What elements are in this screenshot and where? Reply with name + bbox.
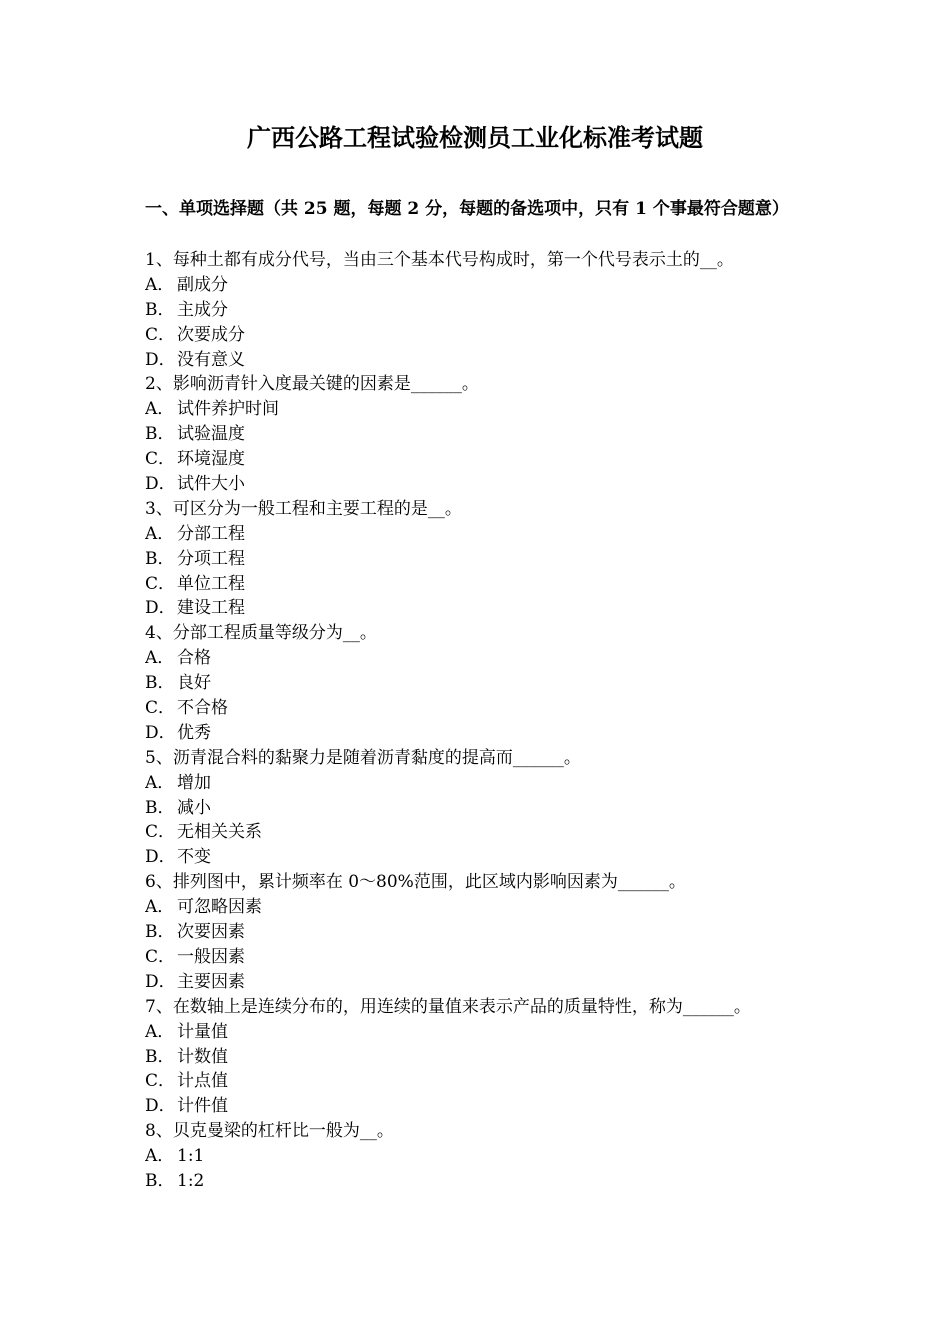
option-letter: A．: [145, 274, 175, 295]
answer-option: [145, 771, 813, 796]
option-text: 计量值: [177, 1021, 228, 1042]
answer-option: [145, 596, 813, 621]
option-text: 主要因素: [177, 971, 245, 992]
option-text: 分部工程: [177, 523, 245, 544]
option-letter: B．: [145, 922, 175, 943]
answer-option: [145, 273, 813, 298]
option-text: 计点值: [177, 1071, 228, 1092]
option-text: 不变: [177, 847, 211, 868]
section-heading: 一、单项选择题（共 25 题，每题 2 分，每题的备选项中，只有 1 个事最符合题意）: [145, 199, 789, 219]
option-letter: C．: [145, 324, 176, 345]
answer-option: [145, 820, 813, 845]
answer-option: [145, 522, 813, 547]
answer-option: [145, 646, 813, 671]
question-stem: 1、每种土都有成分代号，当由三个基本代号构成时，第一个代号表示土的__。: [145, 250, 734, 270]
answer-option: [145, 1144, 813, 1169]
answer-option: [145, 472, 813, 497]
option-text: 计件值: [177, 1096, 228, 1117]
option-text: 环境湿度: [177, 449, 245, 470]
option-text: 一般因素: [177, 946, 245, 967]
answer-option: [145, 1069, 813, 1094]
question-stem: 7、在数轴上是连续分布的，用连续的量值来表示产品的质量特性，称为______。: [145, 996, 751, 1017]
option-letter: D．: [145, 971, 176, 992]
answer-option: [145, 1094, 813, 1119]
option-letter: C．: [145, 573, 176, 594]
answer-option: [145, 895, 813, 920]
option-text: 建设工程: [177, 598, 245, 619]
question-list: [145, 248, 813, 1194]
option-text: 可忽略因素: [177, 897, 262, 918]
answer-option: [145, 422, 813, 447]
answer-option: [145, 671, 813, 696]
option-letter: A．: [145, 1021, 175, 1042]
option-text: 减小: [177, 797, 211, 818]
option-text: 单位工程: [177, 573, 245, 594]
option-text: 主成分: [177, 299, 228, 320]
answer-option: [145, 945, 813, 970]
option-text: 副成分: [177, 274, 228, 295]
question-stem: 5、沥青混合料的黏聚力是随着沥青黏度的提高而______。: [145, 747, 581, 768]
option-text: 优秀: [177, 722, 211, 743]
option-letter: C．: [145, 449, 176, 470]
option-letter: C．: [145, 946, 176, 967]
answer-option: [145, 348, 813, 373]
option-letter: D．: [145, 474, 176, 495]
answer-option: [145, 721, 813, 746]
option-letter: D．: [145, 598, 176, 619]
option-letter: B．: [145, 299, 175, 320]
answer-option: [145, 1045, 813, 1070]
option-text: 1:2: [177, 1170, 205, 1191]
option-letter: D．: [145, 847, 176, 868]
option-letter: B．: [145, 548, 175, 569]
option-text: 增加: [177, 772, 211, 793]
option-text: 次要成分: [177, 324, 245, 345]
option-text: 1:1: [177, 1146, 205, 1167]
answer-option: [145, 1020, 813, 1045]
answer-option: [145, 572, 813, 597]
option-letter: B．: [145, 797, 175, 818]
option-letter: C．: [145, 1071, 176, 1092]
option-letter: A．: [145, 648, 175, 669]
option-letter: B．: [145, 673, 175, 694]
option-text: 合格: [177, 648, 211, 669]
option-letter: A．: [145, 523, 175, 544]
answer-option: [145, 796, 813, 821]
option-text: 良好: [177, 673, 211, 694]
option-text: 没有意义: [177, 349, 245, 370]
answer-option: [145, 298, 813, 323]
option-letter: A．: [145, 772, 175, 793]
option-text: 试件大小: [177, 474, 245, 495]
option-letter: D．: [145, 1096, 176, 1117]
answer-option: [145, 447, 813, 472]
option-letter: D．: [145, 722, 176, 743]
option-letter: B．: [145, 424, 175, 445]
option-text: 不合格: [177, 698, 228, 719]
document-title: 广西公路工程试验检测员工业化标准考试题: [247, 123, 703, 152]
option-letter: D．: [145, 349, 176, 370]
question-stem: 2、影响沥青针入度最关键的因素是______。: [145, 374, 479, 395]
option-letter: A．: [145, 399, 175, 420]
answer-option: [145, 323, 813, 348]
question-stem: 6、排列图中，累计频率在 0～80%范围，此区域内影响因素为______。: [145, 872, 686, 893]
question-stem: 8、贝克曼梁的杠杆比一般为__。: [145, 1121, 394, 1142]
option-text: 试验温度: [177, 424, 245, 445]
question-stem: 3、可区分为一般工程和主要工程的是__。: [145, 498, 462, 519]
answer-option: [145, 920, 813, 945]
answer-option: [145, 845, 813, 870]
answer-option: [145, 547, 813, 572]
option-letter: B．: [145, 1046, 175, 1067]
option-letter: C．: [145, 822, 176, 843]
option-text: 分项工程: [177, 548, 245, 569]
option-letter: B．: [145, 1170, 175, 1191]
option-text: 无相关关系: [177, 822, 262, 843]
option-letter: A．: [145, 1146, 175, 1167]
option-letter: C．: [145, 698, 176, 719]
answer-option: [145, 1169, 813, 1194]
option-letter: A．: [145, 897, 175, 918]
question-stem: 4、分部工程质量等级分为__。: [145, 623, 377, 644]
option-text: 次要因素: [177, 922, 245, 943]
answer-option: [145, 397, 813, 422]
option-text: 试件养护时间: [177, 399, 279, 420]
option-text: 计数值: [177, 1046, 228, 1067]
answer-option: [145, 696, 813, 721]
answer-option: [145, 970, 813, 995]
